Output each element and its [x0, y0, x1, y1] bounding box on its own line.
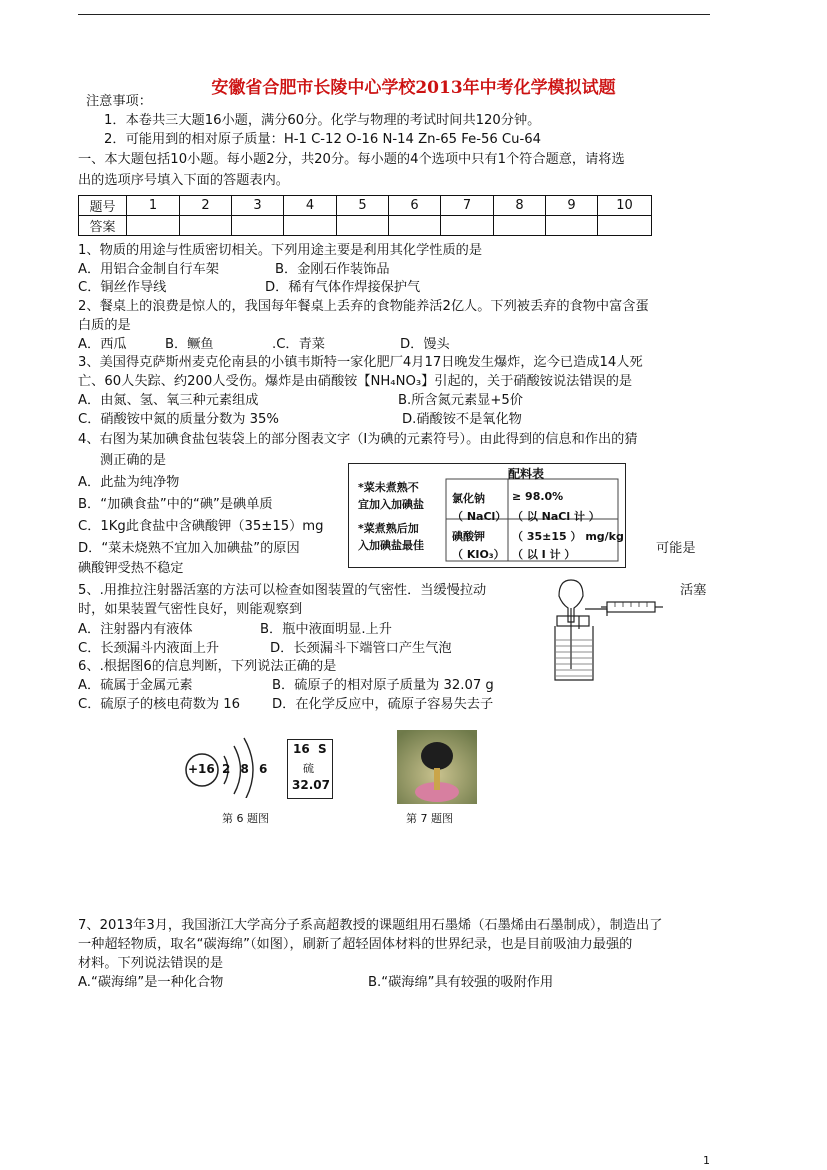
- q4-option-d-tail: 可能是: [656, 541, 696, 556]
- q1-option-a: A．用铝合金制自行车架: [78, 262, 219, 277]
- q4-option-b: B．“加碘食盐”中的“碘”是碘单质: [78, 497, 273, 512]
- salt-r3c2: （ 35±15 ） mg/kg: [512, 530, 624, 543]
- rubber-stopper: [557, 616, 589, 626]
- salt-r4c1: （ KIO₃）: [452, 548, 505, 561]
- salt-r4c2: （ 以 I 计 ）: [512, 548, 576, 561]
- answer-table-number: 6: [389, 196, 441, 216]
- salt-r3c1: 碘酸钾: [452, 530, 485, 543]
- q3-option-a: A．由氮、氢、氧三种元素组成: [78, 393, 259, 408]
- note-2: 2．可能用到的相对原子质量：H-1 C-12 O-16 N-14 Zn-65 Fe-56 Cu-64: [104, 132, 542, 147]
- page-number: 1: [703, 1154, 710, 1167]
- carbon-sponge-photo: [397, 730, 477, 804]
- salt-r1c2: ≥ 98.0%: [512, 490, 564, 503]
- note-1: 1．本卷共三大题16小题，满分60分。化学与物理的考试时间共120分钟。: [104, 113, 541, 128]
- answer-table-number: 10: [598, 196, 652, 216]
- q5-option-d: D．长颈漏斗下端管口产生气泡: [270, 641, 452, 656]
- q7-stem-2: 一种超轻物质，取名“碳海绵”（如图），刷新了超轻固体材料的世界纪录，也是目前吸油力最强的: [78, 937, 633, 952]
- q4-option-c: C．1Kg此食盐中含碘酸钾（35±15）mg: [78, 519, 324, 534]
- q2-stem-2: 白质的是: [78, 318, 131, 333]
- q5-stem-1-tail: 活塞: [680, 583, 707, 598]
- salt-table-title: 配料表: [508, 467, 545, 481]
- salt-r1c1: 氯化钠: [452, 492, 485, 505]
- answer-cell-10[interactable]: [598, 216, 652, 236]
- q4-stem-2: 测正确的是: [100, 453, 166, 468]
- q7-option-a: A.“碳海绵”是一种化合物: [78, 975, 224, 990]
- bottle-outline: [555, 626, 593, 680]
- electron-shells: 2 8 6: [222, 762, 271, 776]
- q2-option-d: D．馒头: [400, 337, 450, 352]
- q6-stem: 6、.根据图6的信息判断，下列说法正确的是: [78, 659, 337, 674]
- q4-option-d-continued: 碘酸钾受热不稳定: [78, 561, 184, 576]
- q1-option-c: C．铜丝作导线: [78, 280, 167, 295]
- answer-cell-9[interactable]: [546, 216, 598, 236]
- q5-option-a: A．注射器内有液体: [78, 622, 193, 637]
- q4-option-a: A．此盐为纯净物: [78, 475, 180, 490]
- q7-stem-3: 材料。下列说法错误的是: [78, 956, 224, 971]
- q5-option-b: B．瓶中液面明显.上升: [260, 622, 392, 637]
- answer-cell-5[interactable]: [337, 216, 389, 236]
- atomic-mass: 32.07: [292, 778, 330, 792]
- answer-table-number: 7: [441, 196, 494, 216]
- header-rule: [78, 14, 710, 15]
- answer-cell-2[interactable]: [180, 216, 232, 236]
- answer-table-number: 1: [127, 196, 180, 216]
- answer-table-number: 4: [284, 196, 337, 216]
- q5-stem-1: 5、.用推拉注射器活塞的方法可以检查如图装置的气密性．当缓慢拉动: [78, 583, 487, 598]
- section-intro-1: 一、本大题包括10小题。每小题2分，共20分。每小题的4个选项中只有1个符合题意，请将选: [78, 152, 625, 167]
- answer-table-number-label: 题号: [79, 196, 127, 216]
- answer-cell-4[interactable]: [284, 216, 337, 236]
- answer-table-number: 9: [546, 196, 598, 216]
- answer-cell-7[interactable]: [441, 216, 494, 236]
- q1-stem: 1、物质的用途与性质密切相关。下列用途主要是利用其化学性质的是: [78, 243, 483, 258]
- answer-cell-8[interactable]: [494, 216, 546, 236]
- atomic-number: 16: [293, 742, 310, 756]
- q1-option-b: B．金刚石作装饰品: [275, 262, 390, 277]
- q2-option-c: .C．青菜: [272, 337, 325, 352]
- q1-option-d: D．稀有气体作焊接保护气: [265, 280, 421, 295]
- salt-r2c2: （ 以 NaCl 计 ）: [512, 510, 600, 523]
- figure-6-caption: 第 6 题图: [222, 812, 269, 825]
- q5-stem-2: 时，如果装置气密性良好，则能观察到: [78, 602, 303, 617]
- q6-option-a: A．硫属于金属元素: [78, 678, 193, 693]
- answer-table-number: 8: [494, 196, 546, 216]
- salt-r2c1: （ NaCl）: [452, 510, 507, 523]
- q2-option-a: A．西瓜: [78, 337, 127, 352]
- answer-cell-6[interactable]: [389, 216, 441, 236]
- element-name: 硫: [303, 762, 314, 775]
- page-title: 安徽省合肥市长陵中心学校2013年中考化学模拟试题: [211, 78, 616, 98]
- answer-table-number: 3: [232, 196, 284, 216]
- q4-option-d: D．“菜未烧熟不宜加入加碘盐”的原因: [78, 541, 300, 556]
- carbon-sponge-block: [421, 742, 453, 770]
- q2-option-b: B．鳜鱼: [165, 337, 214, 352]
- salt-note-2: 宜加入加碘盐: [358, 498, 424, 511]
- q7-stem-1: 7、2013年3月，我国浙江大学高分子系高超教授的课题组用石墨烯（石墨烯由石墨制成），制造出了: [78, 918, 663, 933]
- answer-cell-3[interactable]: [232, 216, 284, 236]
- salt-note-1: *菜未煮熟不: [358, 481, 419, 494]
- q3-option-c: C．硝酸铵中氮的质量分数为 35%: [78, 412, 279, 427]
- answer-table-answer-label: 答案: [79, 216, 127, 236]
- q6-option-c: C．硫原子的核电荷数为 16: [78, 697, 241, 712]
- answer-table-number: 5: [337, 196, 389, 216]
- q5-option-c: C．长颈漏斗内液面上升: [78, 641, 220, 656]
- flower-stamen: [434, 768, 440, 790]
- q3-option-d: D.硝酸铵不是氧化物: [402, 412, 522, 427]
- salt-note-3: *菜煮熟后加: [358, 522, 419, 535]
- q3-option-b: B.所含氮元素显+5价: [398, 393, 523, 408]
- figure-7-caption: 第 7 题图: [406, 812, 453, 825]
- answer-cell-1[interactable]: [127, 216, 180, 236]
- element-symbol: S: [318, 742, 327, 756]
- answer-table: [78, 195, 652, 236]
- connecting-tube: [585, 609, 607, 616]
- q7-option-b: B.“碳海绵”具有较强的吸附作用: [368, 975, 554, 990]
- notes-heading: 注意事项：: [86, 94, 152, 109]
- answer-table-number: 2: [180, 196, 232, 216]
- nucleus-charge: +16: [188, 762, 215, 776]
- q6-option-d: D．在化学反应中，硫原子容易失去子: [272, 697, 494, 712]
- q4-stem-1: 4、右图为某加碘食盐包装袋上的部分图表文字（I为碘的元素符号）。由此得到的信息和作出的猜: [78, 432, 638, 447]
- section-intro-2: 出的选项序号填入下面的答题表内。: [78, 173, 289, 188]
- q2-stem-1: 2、餐桌上的浪费是惊人的，我国每年餐桌上丢弃的食物能养活2亿人。下列被丢弃的食物中富含蛋: [78, 299, 649, 314]
- q6-option-b: B．硫原子的相对原子质量为 32.07 g: [272, 678, 494, 693]
- q3-stem-2: 亡、60人失踪、约200人受伤。爆炸是由硝酸铵【NH₄NO₃】引起的，关于硝酸铵说法错误的是: [78, 374, 633, 389]
- salt-note-4: 入加碘盐最佳: [358, 539, 424, 552]
- syringe-apparatus-figure: [545, 574, 665, 684]
- q3-stem-1: 3、美国得克萨斯州麦克伦南县的小镇韦斯特一家化肥厂4月17日晚发生爆炸，迄今已造成14人死: [78, 355, 643, 370]
